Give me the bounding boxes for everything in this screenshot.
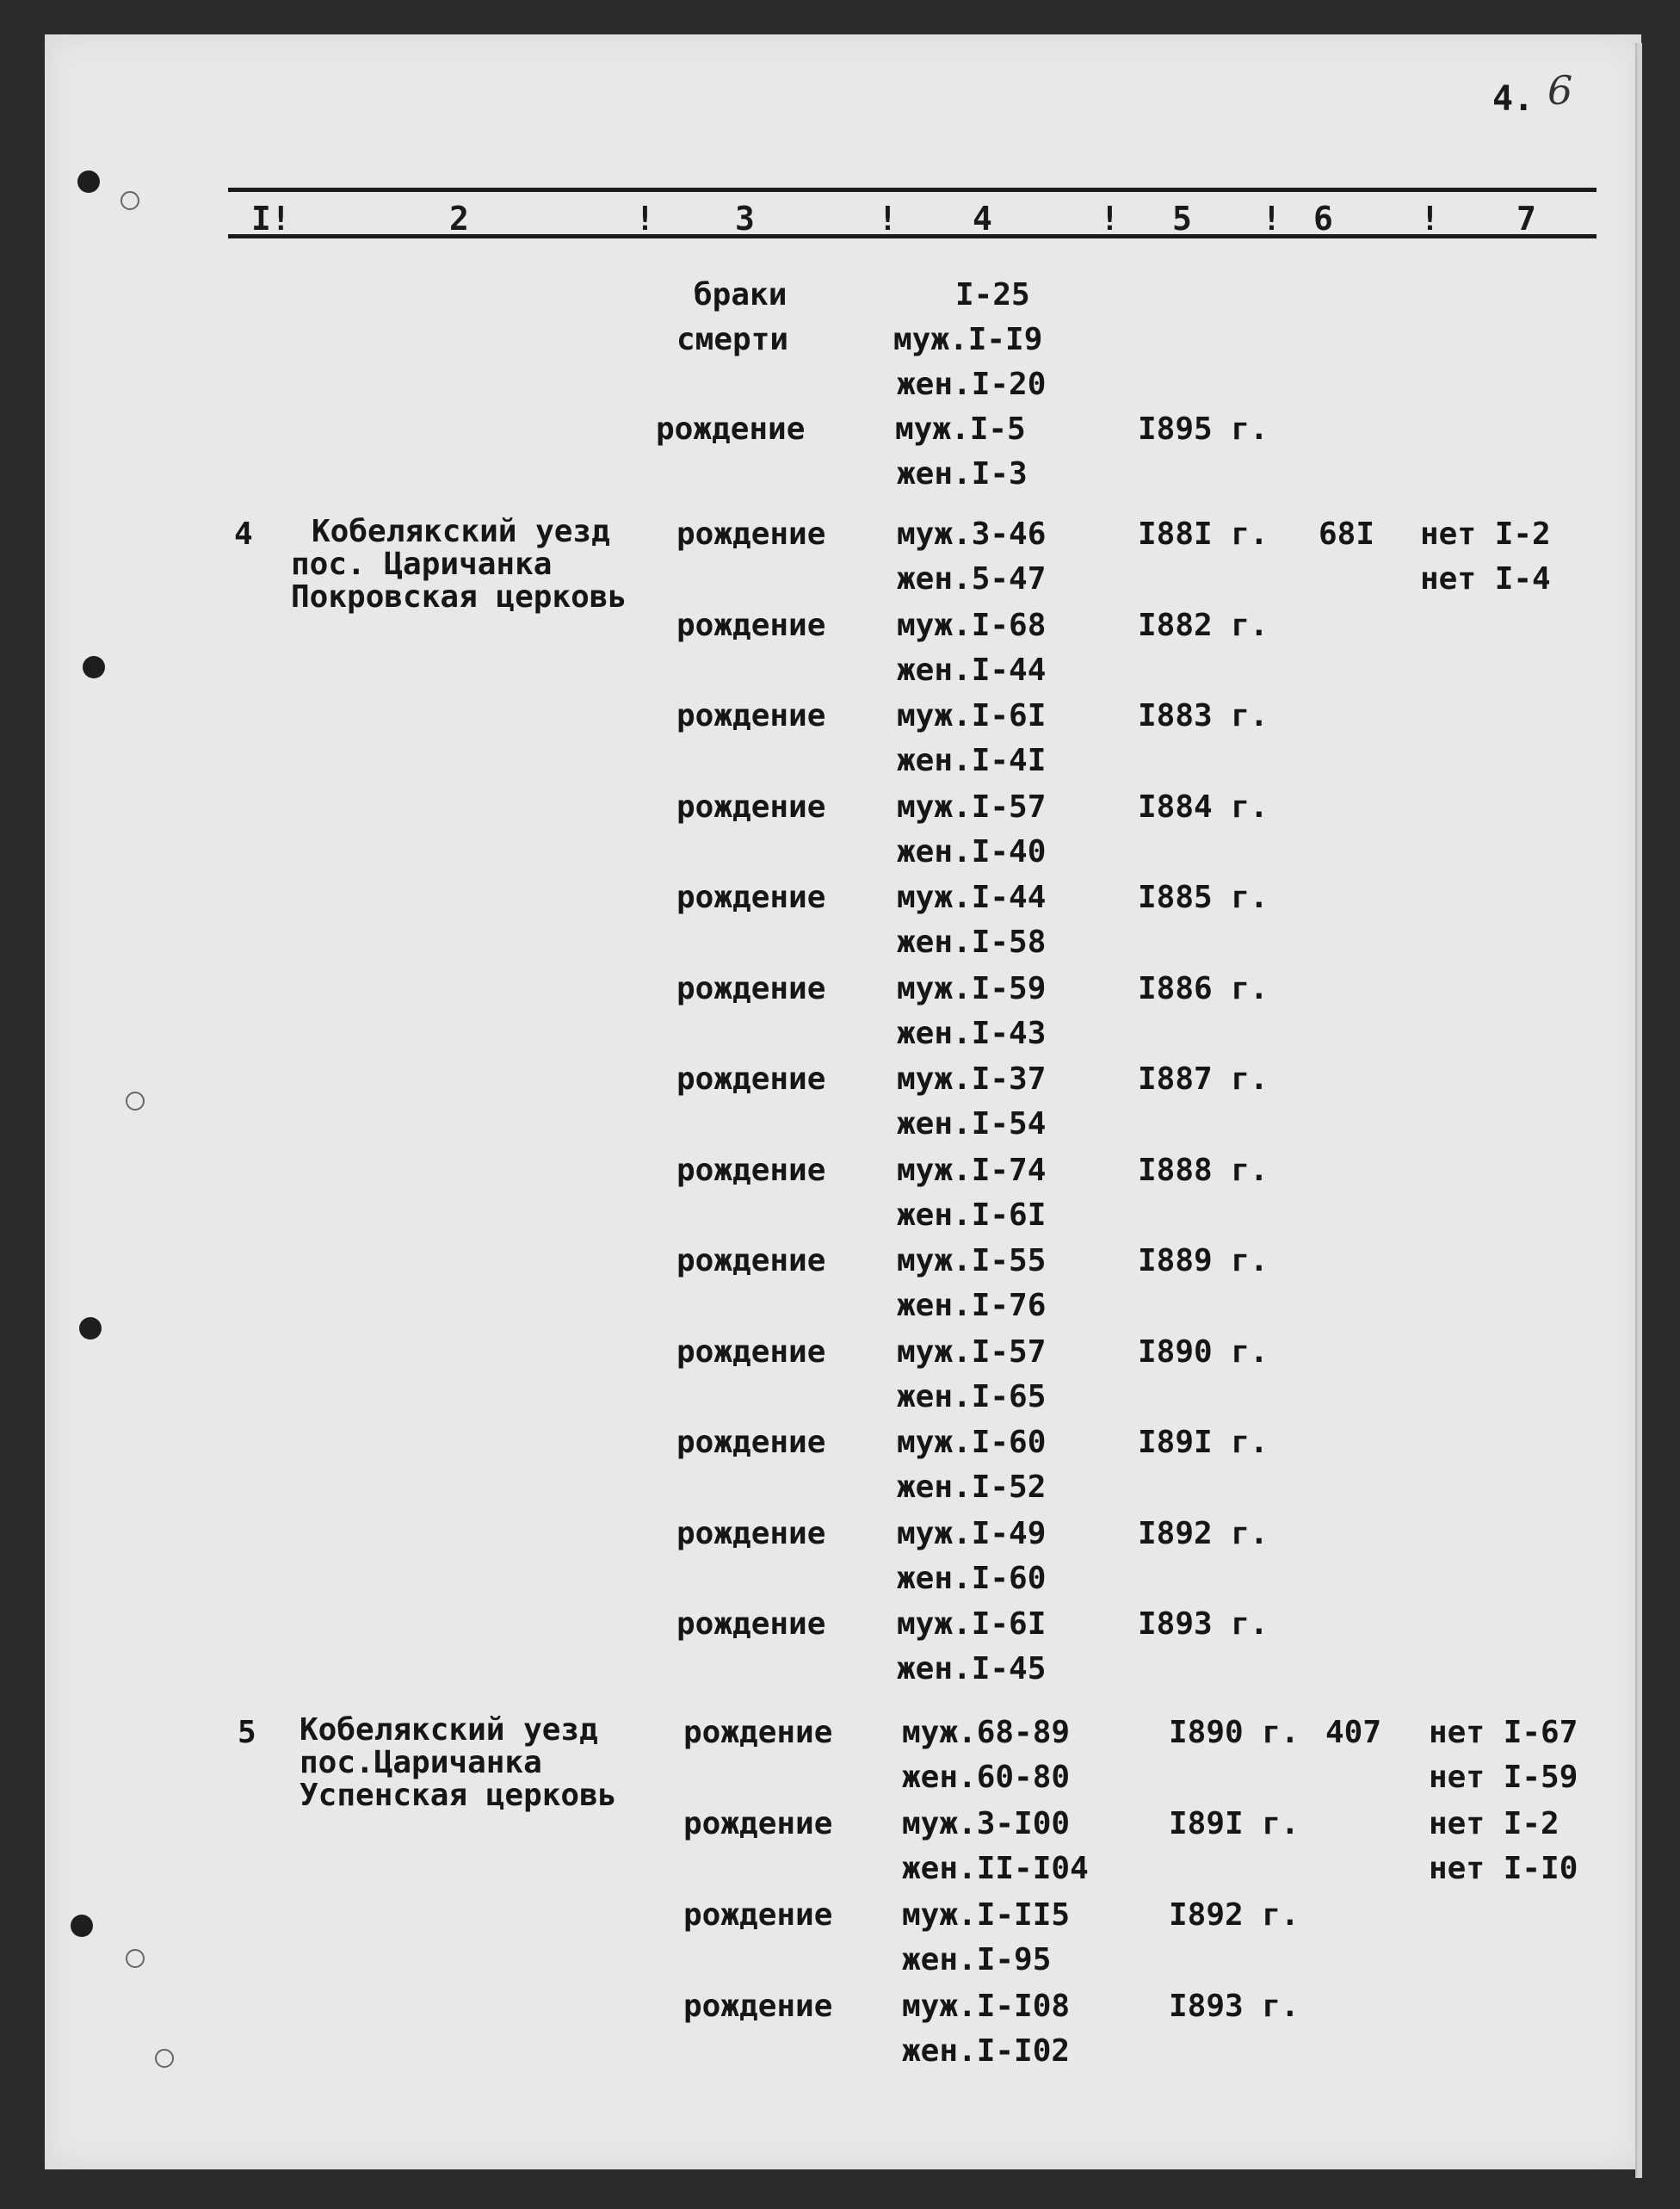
place-line: Покровская церковь [291, 579, 627, 615]
event-type: рождение [683, 1897, 833, 1933]
column-separator: ! [1262, 200, 1282, 238]
binding-hole [83, 656, 105, 678]
column-header-4: 4 [973, 200, 992, 238]
missing-note: нет I-59 [1429, 1760, 1578, 1795]
header-rule-bottom [228, 234, 1597, 238]
event-year: I892 г. [1169, 1897, 1300, 1933]
column-header-2: 2 [449, 200, 469, 238]
male-count: муж.I-60 [897, 1425, 1047, 1460]
place-line: Кобелякский уезд [300, 1712, 598, 1748]
female-count: жен.II-I04 [902, 1851, 1089, 1886]
event-type: рождение [676, 880, 826, 915]
column-separator: ! [1100, 200, 1120, 238]
female-count: жен.I-I02 [902, 2033, 1071, 2069]
event-count: I-25 [955, 277, 1030, 312]
event-type: рождение [676, 517, 826, 552]
place-line: пос.Царичанка [300, 1745, 542, 1780]
binding-hole [79, 1317, 102, 1340]
record-count: 68I [1319, 517, 1375, 552]
event-year: I895 г. [1138, 411, 1269, 447]
male-count: муж.68-89 [902, 1715, 1071, 1750]
event-count: муж.I-I9 [893, 322, 1043, 357]
male-count: муж.I-37 [897, 1061, 1047, 1097]
header-rule-top [228, 188, 1597, 192]
male-count: муж.I-6I [897, 1606, 1047, 1642]
event-year: I885 г. [1138, 880, 1269, 915]
missing-note: нет I-2 [1420, 517, 1551, 552]
place-line: Кобелякский уезд [312, 514, 610, 549]
event-type: рождение [676, 970, 826, 1006]
column-separator: ! [878, 200, 898, 238]
female-count: жен.5-47 [897, 561, 1047, 597]
column-separator: ! [635, 200, 655, 238]
event-year: I89I г. [1169, 1806, 1300, 1841]
female-count: жен.I-54 [897, 1106, 1047, 1142]
male-count: муж.I-74 [897, 1152, 1047, 1188]
place-line: Успенская церковь [300, 1778, 617, 1813]
missing-note: нет I-67 [1429, 1715, 1578, 1750]
event-type: рождение [676, 1061, 826, 1097]
event-year: I893 г. [1138, 1606, 1269, 1642]
male-count: муж.I-49 [897, 1515, 1047, 1551]
female-count: жен.I-4I [897, 743, 1047, 778]
event-type: рождение [676, 607, 826, 643]
female-count: жен.I-44 [897, 652, 1047, 688]
missing-note: нет I-2 [1429, 1806, 1560, 1841]
event-year: I889 г. [1138, 1243, 1269, 1278]
binding-ring [120, 191, 139, 210]
female-count: жен.I-65 [897, 1378, 1047, 1414]
event-type: рождение [676, 1243, 826, 1278]
female-count: жен.I-95 [902, 1942, 1052, 1977]
missing-note: нет I-4 [1420, 561, 1551, 597]
binding-ring [126, 1949, 145, 1968]
column-header-7: 7 [1516, 200, 1536, 238]
column-separator: ! [1420, 200, 1440, 238]
event-type: рождение [676, 1515, 826, 1551]
binding-ring [126, 1092, 145, 1111]
column-header-3: 3 [735, 200, 755, 238]
event-year: I892 г. [1138, 1515, 1269, 1551]
event-count: жен.I-20 [897, 367, 1047, 402]
event-year: I890 г. [1169, 1715, 1300, 1750]
male-count: муж.I-II5 [902, 1897, 1071, 1933]
male-count: муж.I-I08 [902, 1989, 1071, 2024]
female-count: жен.I-58 [897, 925, 1047, 960]
event-type: рождение [676, 698, 826, 733]
event-type: рождение [676, 1333, 826, 1370]
male-count: муж.I-68 [897, 607, 1047, 643]
event-type: рождение [656, 411, 806, 447]
male-count: муж.I-55 [897, 1243, 1047, 1278]
binding-hole [77, 170, 100, 193]
event-year: I89I г. [1138, 1425, 1269, 1460]
female-count: жен.I-60 [897, 1560, 1047, 1596]
page-edge [1635, 43, 1642, 2178]
event-type: смерти [676, 322, 789, 357]
male-count: муж.I-57 [897, 1333, 1047, 1370]
event-year: I886 г. [1138, 970, 1269, 1006]
column-header-1: I! [251, 200, 291, 238]
event-year: I882 г. [1138, 607, 1269, 643]
event-year: I884 г. [1138, 789, 1269, 825]
binding-hole [71, 1915, 93, 1937]
event-type: рождение [683, 1715, 833, 1750]
event-type: рождение [676, 1606, 826, 1642]
event-count: муж.I-5 [895, 411, 1026, 447]
male-count: муж.I-6I [897, 698, 1047, 733]
male-count: муж.3-I00 [902, 1806, 1071, 1841]
binding-ring [155, 2049, 174, 2068]
event-year: I883 г. [1138, 698, 1269, 733]
male-count: муж.I-57 [897, 789, 1047, 825]
female-count: жен.I-6I [897, 1197, 1047, 1233]
event-year: I888 г. [1138, 1152, 1269, 1188]
missing-note: нет I-I0 [1429, 1851, 1578, 1886]
event-type: рождение [683, 1806, 833, 1841]
event-type: рождение [676, 1152, 826, 1188]
female-count: жен.I-76 [897, 1288, 1047, 1323]
event-type: браки [694, 277, 788, 312]
male-count: муж.I-59 [897, 970, 1047, 1006]
female-count: жен.I-40 [897, 833, 1047, 869]
document-page [45, 34, 1641, 2169]
female-count: жен.I-52 [897, 1470, 1047, 1505]
row-number: 4 [234, 517, 253, 552]
handwritten-page-number: 6 [1547, 67, 1573, 114]
female-count: жен.I-43 [897, 1015, 1047, 1051]
page-number: 4. [1492, 79, 1535, 119]
event-year: I893 г. [1169, 1989, 1300, 2024]
event-year: I887 г. [1138, 1061, 1269, 1097]
event-count: жен.I-3 [897, 456, 1028, 492]
male-count: муж.3-46 [897, 517, 1047, 552]
column-header-6: 6 [1313, 200, 1333, 238]
event-type: рождение [676, 1425, 826, 1460]
male-count: муж.I-44 [897, 880, 1047, 915]
female-count: жен.I-45 [897, 1651, 1047, 1686]
row-number: 5 [238, 1715, 256, 1750]
female-count: жен.60-80 [902, 1760, 1071, 1795]
place-line: пос. Царичанка [291, 547, 553, 582]
record-count: 407 [1325, 1715, 1382, 1750]
event-type: рождение [676, 789, 826, 825]
column-header-5: 5 [1172, 200, 1192, 238]
event-type: рождение [683, 1989, 833, 2024]
event-year: I88I г. [1138, 517, 1269, 552]
event-year: I890 г. [1138, 1333, 1269, 1370]
